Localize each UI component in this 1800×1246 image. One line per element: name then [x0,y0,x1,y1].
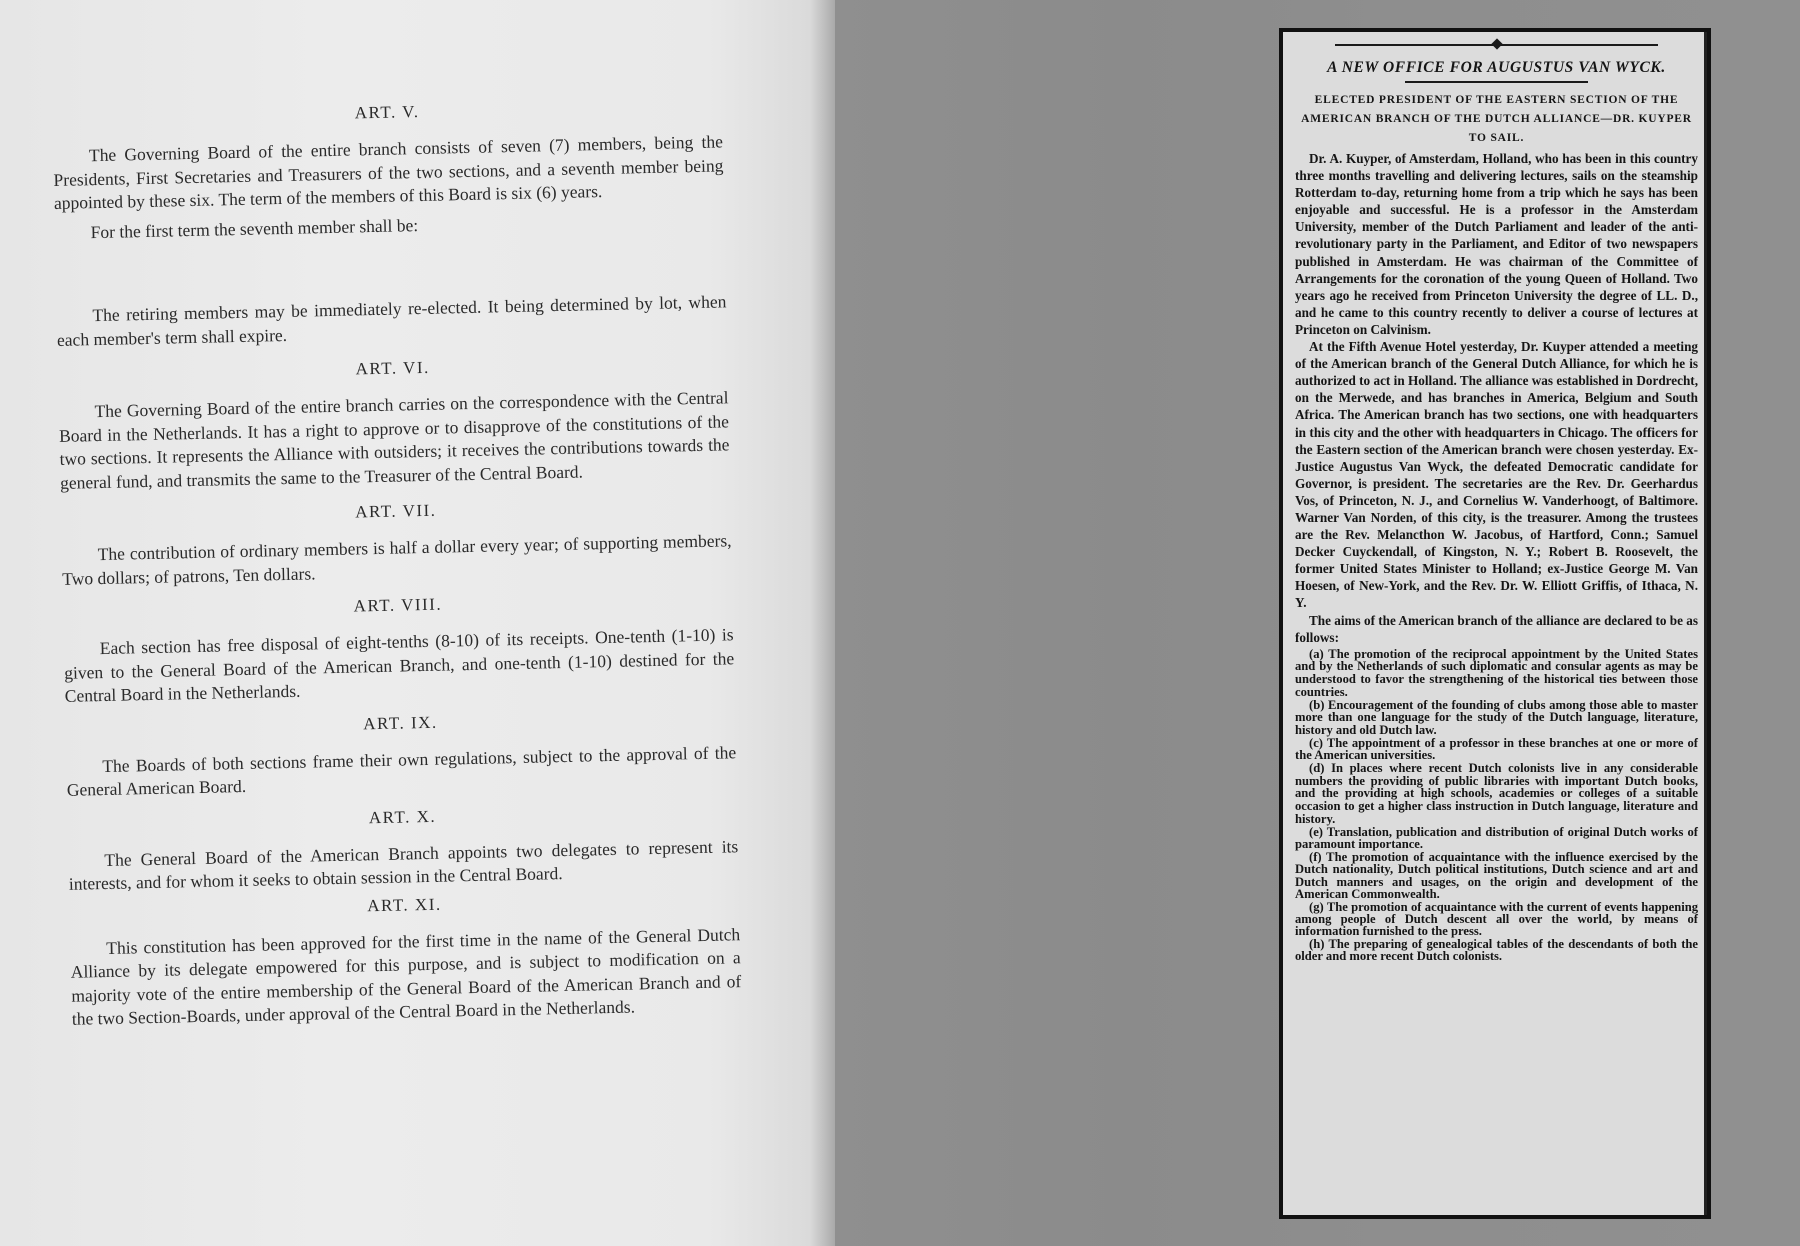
ornamental-rule [1335,44,1658,53]
article-heading: ART. VII. [354,500,437,522]
article-paragraph: This constitution has been approved for the first time in the name of the General Dutch Alliance by its delegate empowered for this purpose, and is subject to modification on a majority vote of the entire membership of the General Board of the American Branch and of the two Section-Boards, under approval of the Central Board in the Netherlands. [70,923,742,1029]
article-heading: ART. XI. [367,894,442,915]
aim-item: (a) The promotion of the reciprocal appointment by the United States and by the Netherlands of such diplomatic and consular agents as may be understood to favor the strengthening of the historical ties between those countries. [1295,646,1698,699]
article-paragraph: For the first term the seventh member shall be: [90,214,419,242]
article-paragraph: The contribution of ordinary members is half a dollar every year; of supporting members, Two dollars; of patrons, Ten dollars. [62,530,732,589]
article-v [52,95,727,352]
article-heading: ART. VI. [355,357,430,379]
newspaper-clipping [1279,28,1711,1219]
article-paragraph: Each section has free disposal of eight-tenths (8-10) of its receipts. One-tenth (1-10) is given to the General Board of the American Branch, and one-tenth (1-10) destined for the Central Board in the Netherlands. [64,624,735,706]
article-heading: ART. V. [354,101,420,123]
article-xi [69,888,742,1032]
article-paragraph: The Governing Board of the entire branch consists of seven (7) members, being the Presidents, First Secretaries and Treasurers of the two sections, and a seventh member being appointed by these six. The term of the members of this Board is six (6) years. [53,131,724,213]
article-vi [58,351,731,495]
clipping-paper [1283,32,1707,1215]
aim-item: (f) The promotion of acquaintance with the influence exercised by the Dutch nationality, Dutch political institutions, Dutch science and art and Dutch manners and usages, on the origin and development of the American Commonwealth. [1295,849,1698,902]
article-paragraph: The retiring members may be immediately re-elected. It being determined by lot, when each member's term shall expire. [56,291,727,350]
article-heading: ART. IX. [363,712,438,733]
clipping-body [1295,150,1698,646]
aim-item: (d) In places where recent Dutch colonists live in any considerable numbers the providing of public libraries with important Dutch books, and the providing at high schools, academies or colleges of a suitable occasion to get a higher class instruction in Dutch language, literature and history. [1295,761,1698,826]
aim-item: (g) The promotion of acquaintance with the current of events happening among people of Dutch descent all over the world, by means of information furnished to the press. [1295,899,1698,939]
aim-item: (e) Translation, publication and distribution of original Dutch works of paramount importance. [1295,824,1698,852]
article-heading: ART. X. [368,806,437,827]
aim-item: (c) The appointment of a professor in these branches at one or more of the American universities. [1295,735,1698,763]
aims-list [1295,648,1698,963]
article-viii [63,588,735,708]
constitution-text [52,95,742,1037]
article-heading: ART. VIII. [353,594,443,616]
aim-item: (b) Encouragement of the founding of clubs among those able to master more than one language for the study of the Dutch language, literature, history and old Dutch law. [1295,697,1698,737]
clipping-paragraph: Dr. A. Kuyper, of Amsterdam, Holland, who has been in this country three months travelling and delivering lectures, sails on the steamship Rotterdam to-day, returning home from a trip which he says has been enjoyable and successful. He is a professor in the Amsterdam University, member of the Dutch Parliament and leader of the anti-revolutionary party in the Parliament, and Editor of two newspapers published in Amsterdam. He was chairman of the Committee of Arrangements for the coronation of the young Queen of Holland. Two years ago he received from Princeton University the degree of LL. D., and he came to this country recently to deliver a course of lectures at Princeton on Calvinism. [1295,151,1698,337]
clipping-paragraph: At the Fifth Avenue Hotel yesterday, Dr. Kuyper attended a meeting of the American branch of the General Dutch Alliance, for which he is authorized to act in Holland. The alliance was established in Dordrecht, on the Merwede, and has branches in America, Belgium and South Africa. The American branch has two sections, one with headquarters in this city and the other with headquarters in Chicago. The officers for the Eastern section of the American branch were chosen yesterday. Ex-Justice Augustus Van Wyck, the defeated Democratic candidate for Governor, is president. The secretaries are the Rev. Dr. Geerhardus Vos, of Princeton, N. J., and Cornelius W. Vanderhoogt, of Baltimore. Warner Van Norden, of this city, is the treasurer. Among the trustees are the Rev. Melancthon W. Jacobus, of Hartford, Conn.; Samuel Decker Cuyckendall, of Kingston, N. Y.; Robert B. Roosevelt, the former United States Minister to Holland; ex-Justice George M. Van Hoesen, of New-York, and the Rev. Dr. W. Elliott Griffis, of Ithaca, N. Y. [1295,339,1698,611]
article-vii [61,494,733,591]
article-paragraph: The General Board of the American Branch appoints two delegates to represent its interests, and for whom it seeks to obtain session in the Central Board. [68,835,739,894]
clipping-headline: A NEW OFFICE FOR AUGUSTUS VAN WYCK. [1327,59,1666,76]
aim-item: (h) The preparing of genealogical tables of the descendants of both the older and more recent Dutch colonists. [1295,936,1698,964]
constitution-page [0,0,835,1246]
article-paragraph: The Governing Board of the entire branch carries on the correspondence with the Central Board in the Netherlands. It has a right to approve or to disapprove of the constitutions of the two sections. It represents the Alliance with outsiders; it receives the contributions towards the general fund, and transmits the same to the Treasurer of the Central Board. [58,387,730,493]
divider-rule [1405,81,1588,83]
article-x [67,800,739,897]
clipping-subhead: ELECTED PRESIDENT OF THE EASTERN SECTION OF THE AMERICAN BRANCH OF THE DUTCH ALLIANCE—DR. KUYPER TO SAIL. [1301,94,1692,144]
article-ix [65,706,737,803]
clipping-paragraph: The aims of the American branch of the alliance are declared to be as follows: [1295,612,1698,645]
article-paragraph: The Boards of both sections frame their own regulations, subject to the approval of the General American Board. [66,741,737,800]
